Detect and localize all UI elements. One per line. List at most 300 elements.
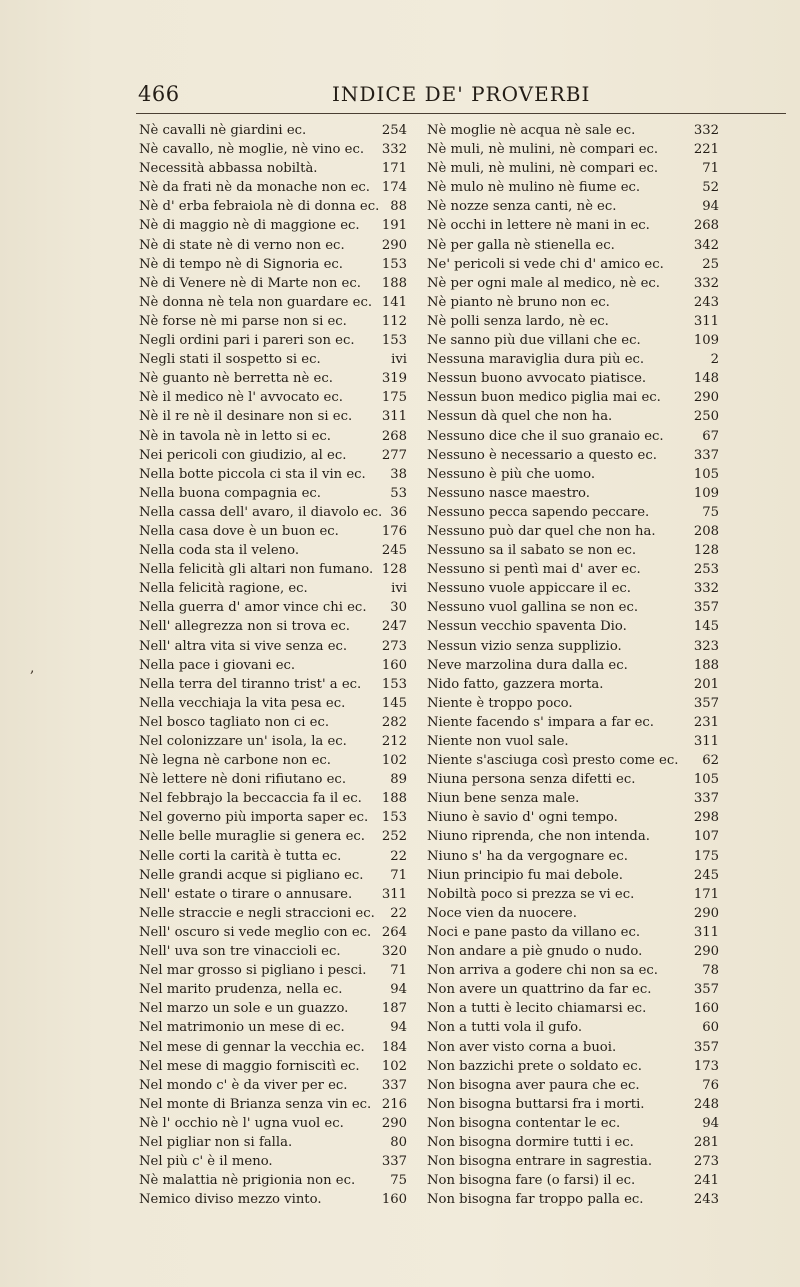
page-reference: 342 <box>693 237 719 253</box>
page-reference: 184 <box>381 1039 407 1055</box>
index-entry <box>427 770 719 789</box>
page-reference: 30 <box>390 600 407 616</box>
index-column-left <box>139 121 407 1209</box>
page-reference: 268 <box>381 428 407 444</box>
page-reference: 188 <box>693 657 719 673</box>
page-reference: 174 <box>381 180 407 196</box>
proverb-text: Nel pigliar non si falla. <box>139 1134 293 1150</box>
page-reference: 264 <box>381 924 407 940</box>
proverb-text: Nè polli senza lardo, nè ec. <box>427 313 609 329</box>
proverb-text: Nessun vecchio spaventa Dio. <box>427 619 627 635</box>
index-entry <box>427 637 719 656</box>
page-reference: 94 <box>390 1020 407 1036</box>
index-entry <box>139 312 407 331</box>
page-reference: 290 <box>381 1115 407 1131</box>
index-entry <box>139 1114 407 1133</box>
proverb-text: Non a tutti vola il gufo. <box>427 1020 583 1036</box>
page-reference: 290 <box>693 905 719 921</box>
index-entry <box>139 178 407 197</box>
index-entry <box>427 178 719 197</box>
index-entry <box>427 522 719 541</box>
page-reference: 268 <box>693 218 719 234</box>
index-entry <box>139 236 407 255</box>
index-entry <box>427 923 719 942</box>
index-entry <box>139 484 407 503</box>
page-reference: 323 <box>693 638 719 654</box>
proverb-text: Nella botte piccola ci sta il vin ec. <box>139 466 366 482</box>
index-entry <box>139 866 407 885</box>
proverb-text: Niuno s' ha da vergognare ec. <box>427 848 628 864</box>
page-reference: 145 <box>381 695 407 711</box>
index-entry <box>139 1133 407 1152</box>
index-entry <box>427 216 719 235</box>
proverb-text: Nessuno pecca sapendo peccare. <box>427 504 650 520</box>
index-entry <box>139 1171 407 1190</box>
page-reference: 160 <box>381 657 407 673</box>
proverb-text: Nè mulo nè mulino nè fiume ec. <box>427 180 641 196</box>
proverb-text: Nè per galla nè stienella ec. <box>427 237 615 253</box>
page-reference: 52 <box>702 180 719 196</box>
page-reference: 38 <box>390 466 407 482</box>
index-entry <box>427 579 719 598</box>
page-reference: 290 <box>693 390 719 406</box>
page-reference: 80 <box>390 1134 407 1150</box>
proverb-text: Nelle belle muraglie si genera ec. <box>139 829 365 845</box>
proverb-text: Nè nozze senza canti, nè ec. <box>427 199 617 215</box>
index-entry <box>139 827 407 846</box>
proverb-text: Nè muli, nè mulini, nè compari ec. <box>427 142 659 158</box>
proverb-text: Nell' estate o tirare o annusare. <box>139 886 353 902</box>
index-entry <box>139 216 407 235</box>
index-entry <box>427 255 719 274</box>
page-reference: 94 <box>702 199 719 215</box>
page-reference: 53 <box>390 485 407 501</box>
index-entry <box>427 1057 719 1076</box>
index-entry <box>427 159 719 178</box>
proverb-text: Nel governo più importa saper ec. <box>139 810 369 826</box>
page-reference: 188 <box>381 275 407 291</box>
index-column-right <box>427 121 719 1209</box>
index-entry <box>427 1114 719 1133</box>
proverb-text: Non bisogna fare (o farsi) il ec. <box>427 1173 636 1189</box>
proverb-text: Nè il re nè il desinare non si ec. <box>139 409 353 425</box>
page-reference: 67 <box>702 428 719 444</box>
page-reference: 88 <box>390 199 407 215</box>
index-entry <box>427 1038 719 1057</box>
index-entry <box>427 789 719 808</box>
page-reference: 175 <box>381 390 407 406</box>
proverb-text: Nessun vizio senza supplizio. <box>427 638 622 654</box>
index-entry <box>139 885 407 904</box>
page-reference: 160 <box>381 1192 407 1208</box>
page-reference: 105 <box>693 466 719 482</box>
proverb-text: Nè cavalli nè giardini ec. <box>139 123 307 138</box>
index-entry <box>427 197 719 216</box>
proverb-text: Nel colonizzare un' isola, la ec. <box>139 734 347 749</box>
page-reference: 187 <box>381 1001 407 1017</box>
proverb-text: Nell' uva son tre vinaccioli ec. <box>139 944 341 960</box>
proverb-text: Nel matrimonio un mese di ec. <box>139 1020 345 1036</box>
proverb-text: Nel mar grosso si pigliano i pesci. <box>139 963 367 979</box>
index-entry <box>139 503 407 522</box>
proverb-text: Nel bosco tagliato non ci ec. <box>139 714 330 730</box>
page-reference: 173 <box>693 1058 719 1074</box>
index-entry <box>427 407 719 426</box>
index-entry <box>139 579 407 598</box>
proverb-text: Negli stati il sospetto si ec. <box>139 352 321 368</box>
page-reference: 175 <box>693 848 719 864</box>
index-entry <box>427 694 719 713</box>
index-entry <box>427 999 719 1018</box>
index-entry <box>427 140 719 159</box>
index-entry <box>139 1018 407 1037</box>
index-entry <box>427 388 719 407</box>
index-entry <box>139 732 407 751</box>
index-entry <box>139 1038 407 1057</box>
index-entry <box>139 350 407 369</box>
page-reference: 243 <box>693 1192 719 1208</box>
proverb-text: Non bisogna buttarsi fra i morti. <box>427 1096 645 1112</box>
page-reference: 254 <box>381 123 407 138</box>
page-reference: 250 <box>693 409 719 425</box>
index-entry <box>427 1018 719 1037</box>
page-reference: 290 <box>693 944 719 960</box>
proverb-text: Nelle grandi acque si pigliano ec. <box>139 867 364 883</box>
proverb-text: Nè guanto nè berretta nè ec. <box>139 371 333 387</box>
proverb-text: Nessun dà quel che non ha. <box>427 409 613 425</box>
index-entry <box>139 751 407 770</box>
page-reference: 78 <box>702 963 719 979</box>
proverb-text: Nel marito prudenza, nella ec. <box>139 982 343 998</box>
page-reference: 311 <box>381 409 407 425</box>
page-reference: 311 <box>381 886 407 902</box>
index-entry <box>427 369 719 388</box>
index-entry <box>427 350 719 369</box>
page-reference: 241 <box>693 1173 719 1189</box>
index-entry <box>427 274 719 293</box>
page-reference: 75 <box>390 1173 407 1189</box>
page-reference: 357 <box>693 695 719 711</box>
index-entry <box>139 255 407 274</box>
page-reference: 2 <box>710 352 719 368</box>
index-entry <box>427 293 719 312</box>
proverb-text: Niun principio fu mai debole. <box>427 867 623 883</box>
proverb-text: Nel mese di maggio forniscitì ec. <box>139 1058 360 1074</box>
proverb-text: Nè l' occhio nè l' ugna vuol ec. <box>139 1115 344 1131</box>
page-reference: 357 <box>693 982 719 998</box>
page-reference: 332 <box>693 123 719 138</box>
index-entry <box>139 923 407 942</box>
index-entry <box>427 866 719 885</box>
page-reference: ivi <box>391 352 407 368</box>
index-entry <box>427 1133 719 1152</box>
page-reference: 201 <box>693 676 719 692</box>
index-entry <box>139 694 407 713</box>
page-reference: 281 <box>693 1134 719 1150</box>
proverb-text: Niuno è savio d' ogni tempo. <box>427 810 618 826</box>
proverb-text: Nè cavallo, nè moglie, nè vino ec. <box>139 142 365 158</box>
proverb-text: Noci e pane pasto da villano ec. <box>427 924 641 940</box>
index-entry <box>427 980 719 999</box>
proverb-text: Nè di Venere nè di Marte non ec. <box>139 275 361 291</box>
index-entry <box>427 503 719 522</box>
index-entry <box>427 121 719 140</box>
page-reference: 145 <box>693 619 719 635</box>
page-reference: 282 <box>381 714 407 730</box>
index-entry <box>139 388 407 407</box>
proverb-text: Nella coda sta il veleno. <box>139 543 300 559</box>
index-entry <box>139 770 407 789</box>
page-reference: 252 <box>381 829 407 845</box>
index-entry <box>427 331 719 350</box>
page-reference: 62 <box>702 753 719 769</box>
proverb-text: Nella buona compagnia ec. <box>139 485 321 501</box>
proverb-text: Niente è troppo poco. <box>427 695 573 711</box>
page-reference: 25 <box>702 256 719 272</box>
page-reference: 231 <box>693 714 719 730</box>
index-entry <box>427 484 719 503</box>
proverb-text: Nella cassa dell' avaro, il diavolo ec. <box>139 504 383 520</box>
index-entry <box>427 732 719 751</box>
proverb-text: Nido fatto, gazzera morta. <box>427 676 604 692</box>
proverb-text: Nessuna maraviglia dura più ec. <box>427 352 645 368</box>
index-entry <box>427 675 719 694</box>
proverb-text: Nè muli, nè mulini, nè compari ec. <box>427 161 659 177</box>
proverb-text: Non arriva a godere chi non sa ec. <box>427 963 658 979</box>
page-reference: 153 <box>381 810 407 826</box>
index-entry <box>427 961 719 980</box>
proverb-text: Non aver visto corna a buoi. <box>427 1039 617 1055</box>
page-reference: 105 <box>693 772 719 788</box>
page-reference: 212 <box>381 734 407 749</box>
page-reference: ivi <box>391 581 407 597</box>
page-reference: 128 <box>693 543 719 559</box>
proverb-text: Nessuno sa il sabato se non ec. <box>427 543 637 559</box>
proverb-text: Nella guerra d' amor vince chi ec. <box>139 600 367 616</box>
page-reference: 337 <box>381 1154 407 1170</box>
proverb-text: Noce vien da nuocere. <box>427 905 577 921</box>
page-reference: 245 <box>381 543 407 559</box>
index-entry <box>427 560 719 579</box>
index-entry <box>139 980 407 999</box>
index-entry <box>139 159 407 178</box>
page-reference: 22 <box>390 848 407 864</box>
proverb-text: Ne' pericoli si vede chi d' amico ec. <box>427 256 664 272</box>
page-reference: 191 <box>381 218 407 234</box>
proverb-text: Non a tutti è lecito chiamarsi ec. <box>427 1001 647 1017</box>
page-reference: 248 <box>693 1096 719 1112</box>
page-reference: 243 <box>693 294 719 310</box>
index-entry <box>139 847 407 866</box>
proverb-text: Nell' allegrezza non si trova ec. <box>139 619 350 635</box>
page-reference: 337 <box>381 1077 407 1093</box>
page-reference: 148 <box>693 371 719 387</box>
page-reference: 319 <box>381 371 407 387</box>
page-reference: 109 <box>693 333 719 349</box>
index-entry <box>139 560 407 579</box>
proverb-text: Nella vecchiaja la vita pesa ec. <box>139 695 346 711</box>
proverb-text: Ne sanno più due villani che ec. <box>427 333 641 349</box>
index-entry <box>139 407 407 426</box>
index-entry <box>427 808 719 827</box>
page-reference: 71 <box>702 161 719 177</box>
page-reference: 320 <box>381 944 407 960</box>
running-title: INDICE DE' PROVERBI <box>332 82 591 106</box>
proverb-text: Nell' oscuro si vede meglio con ec. <box>139 924 372 940</box>
index-entry <box>139 1190 407 1209</box>
index-entry <box>139 197 407 216</box>
index-entry <box>139 637 407 656</box>
page-reference: 22 <box>390 905 407 921</box>
proverb-text: Nè per ogni male al medico, nè ec. <box>427 275 660 291</box>
index-entry <box>139 1076 407 1095</box>
page-reference: 357 <box>693 1039 719 1055</box>
margin-mark: , <box>30 660 35 676</box>
page-reference: 71 <box>390 867 407 883</box>
proverb-text: Nella casa dove è un buon ec. <box>139 523 339 539</box>
page-reference: 216 <box>381 1096 407 1112</box>
index-entry <box>139 331 407 350</box>
page-reference: 71 <box>390 963 407 979</box>
page-reference: 102 <box>381 1058 407 1074</box>
index-entry <box>139 1095 407 1114</box>
page-reference: 112 <box>381 313 407 329</box>
index-entry <box>139 140 407 159</box>
page-reference: 245 <box>693 867 719 883</box>
index-entry <box>139 293 407 312</box>
proverb-text: Non andare a piè gnudo o nudo. <box>427 944 643 960</box>
page-reference: 107 <box>693 829 719 845</box>
proverb-text: Nè lettere nè doni rifiutano ec. <box>139 772 347 788</box>
proverb-text: Nella felicità gli altari non fumano. <box>139 562 374 578</box>
proverb-text: Nelle straccie e negli straccioni ec. <box>139 905 375 921</box>
proverb-text: Neve marzolina dura dalla ec. <box>427 657 628 673</box>
page-reference: 89 <box>390 772 407 788</box>
page-reference: 221 <box>693 142 719 158</box>
index-entry <box>139 999 407 1018</box>
index-entry <box>427 465 719 484</box>
proverb-text: Nella terra del tiranno trist' a ec. <box>139 676 362 692</box>
page-number: 466 <box>138 82 180 106</box>
page-reference: 188 <box>381 791 407 807</box>
proverb-text: Non bisogna dormire tutti i ec. <box>427 1134 634 1150</box>
index-entry <box>139 446 407 465</box>
proverb-text: Nè il medico nè l' avvocato ec. <box>139 390 343 406</box>
index-entry <box>139 522 407 541</box>
page-reference: 171 <box>693 886 719 902</box>
proverb-text: Nel mese di gennar la vecchia ec. <box>139 1039 365 1055</box>
proverb-text: Niuna persona senza difetti ec. <box>427 772 636 788</box>
proverb-text: Nè d' erba febraiola nè di donna ec. <box>139 199 380 215</box>
proverb-text: Nè da frati nè da monache non ec. <box>139 180 370 196</box>
index-entry <box>139 942 407 961</box>
proverb-text: Nè forse nè mi parse non si ec. <box>139 313 347 329</box>
proverb-text: Nella pace i giovani ec. <box>139 657 296 673</box>
proverb-text: Nemico diviso mezzo vinto. <box>139 1192 322 1208</box>
page-reference: 253 <box>693 562 719 578</box>
index-entry <box>427 1076 719 1095</box>
page-reference: 311 <box>693 734 719 749</box>
index-entry <box>427 1190 719 1209</box>
page-reference: 171 <box>381 161 407 177</box>
page-reference: 277 <box>381 447 407 463</box>
index-entry <box>139 904 407 923</box>
proverb-text: Nessuno dice che il suo granaio ec. <box>427 428 664 444</box>
index-entry <box>139 274 407 293</box>
index-entry <box>427 751 719 770</box>
proverb-text: Nel più c' è il meno. <box>139 1154 273 1170</box>
page-reference: 109 <box>693 485 719 501</box>
index-entry <box>139 598 407 617</box>
page-reference: 332 <box>381 142 407 158</box>
page-header <box>138 82 778 112</box>
proverb-text: Nel febbrajo la beccaccia fa il ec. <box>139 791 362 807</box>
index-entry <box>427 541 719 560</box>
proverb-text: Nè in tavola nè in letto si ec. <box>139 428 331 444</box>
index-entry <box>427 713 719 732</box>
page-reference: 290 <box>381 237 407 253</box>
page-reference: 298 <box>693 810 719 826</box>
index-entry <box>139 808 407 827</box>
index-entry <box>139 369 407 388</box>
proverb-text: Nell' altra vita si vive senza ec. <box>139 638 348 654</box>
proverb-text: Nel monte di Brianza senza vin ec. <box>139 1096 372 1112</box>
page-reference: 160 <box>693 1001 719 1017</box>
page-reference: 208 <box>693 523 719 539</box>
index-entry <box>139 617 407 636</box>
proverb-text: Non bisogna aver paura che ec. <box>427 1077 640 1093</box>
index-entry <box>139 656 407 675</box>
page-reference: 76 <box>702 1077 719 1093</box>
proverb-text: Nessun buon medico piglia mai ec. <box>427 390 661 406</box>
proverb-text: Niente facendo s' impara a far ec. <box>427 714 654 730</box>
proverb-text: Nessuno si pentì mai d' aver ec. <box>427 562 641 578</box>
proverb-text: Nessuno vuol gallina se non ec. <box>427 600 639 616</box>
proverb-text: Nessuno vuole appiccare il ec. <box>427 581 632 597</box>
page-reference: 247 <box>381 619 407 635</box>
index-entry <box>139 1152 407 1171</box>
index-entry <box>427 847 719 866</box>
proverb-text: Nè occhi in lettere nè mani in ec. <box>427 218 650 234</box>
index-entry <box>427 236 719 255</box>
index-entry <box>427 942 719 961</box>
proverb-text: Nel mondo c' è da viver per ec. <box>139 1077 348 1093</box>
index-entry <box>427 427 719 446</box>
proverb-text: Nella felicità ragione, ec. <box>139 581 308 597</box>
page-reference: 273 <box>693 1154 719 1170</box>
header-rule <box>136 113 786 114</box>
page-reference: 337 <box>693 791 719 807</box>
index-entry <box>427 904 719 923</box>
page-reference: 141 <box>381 294 407 310</box>
page-reference: 128 <box>381 562 407 578</box>
index-entry <box>427 1095 719 1114</box>
index-entry <box>139 713 407 732</box>
proverb-text: Niuno riprenda, che non intenda. <box>427 829 650 845</box>
page-reference: 94 <box>390 982 407 998</box>
page-reference: 357 <box>693 600 719 616</box>
proverb-text: Nè di state nè di verno non ec. <box>139 237 345 253</box>
page-reference: 311 <box>693 924 719 940</box>
index-entry <box>427 885 719 904</box>
proverb-text: Nè legna nè carbone non ec. <box>139 753 331 769</box>
index-entry <box>139 541 407 560</box>
proverb-text: Nè donna nè tela non guardare ec. <box>139 294 373 310</box>
proverb-text: Nelle corti la carità è tutta ec. <box>139 848 342 864</box>
proverb-text: Niun bene senza male. <box>427 791 580 807</box>
index-entry <box>139 121 407 140</box>
proverb-text: Non bazzichi prete o soldato ec. <box>427 1058 642 1074</box>
